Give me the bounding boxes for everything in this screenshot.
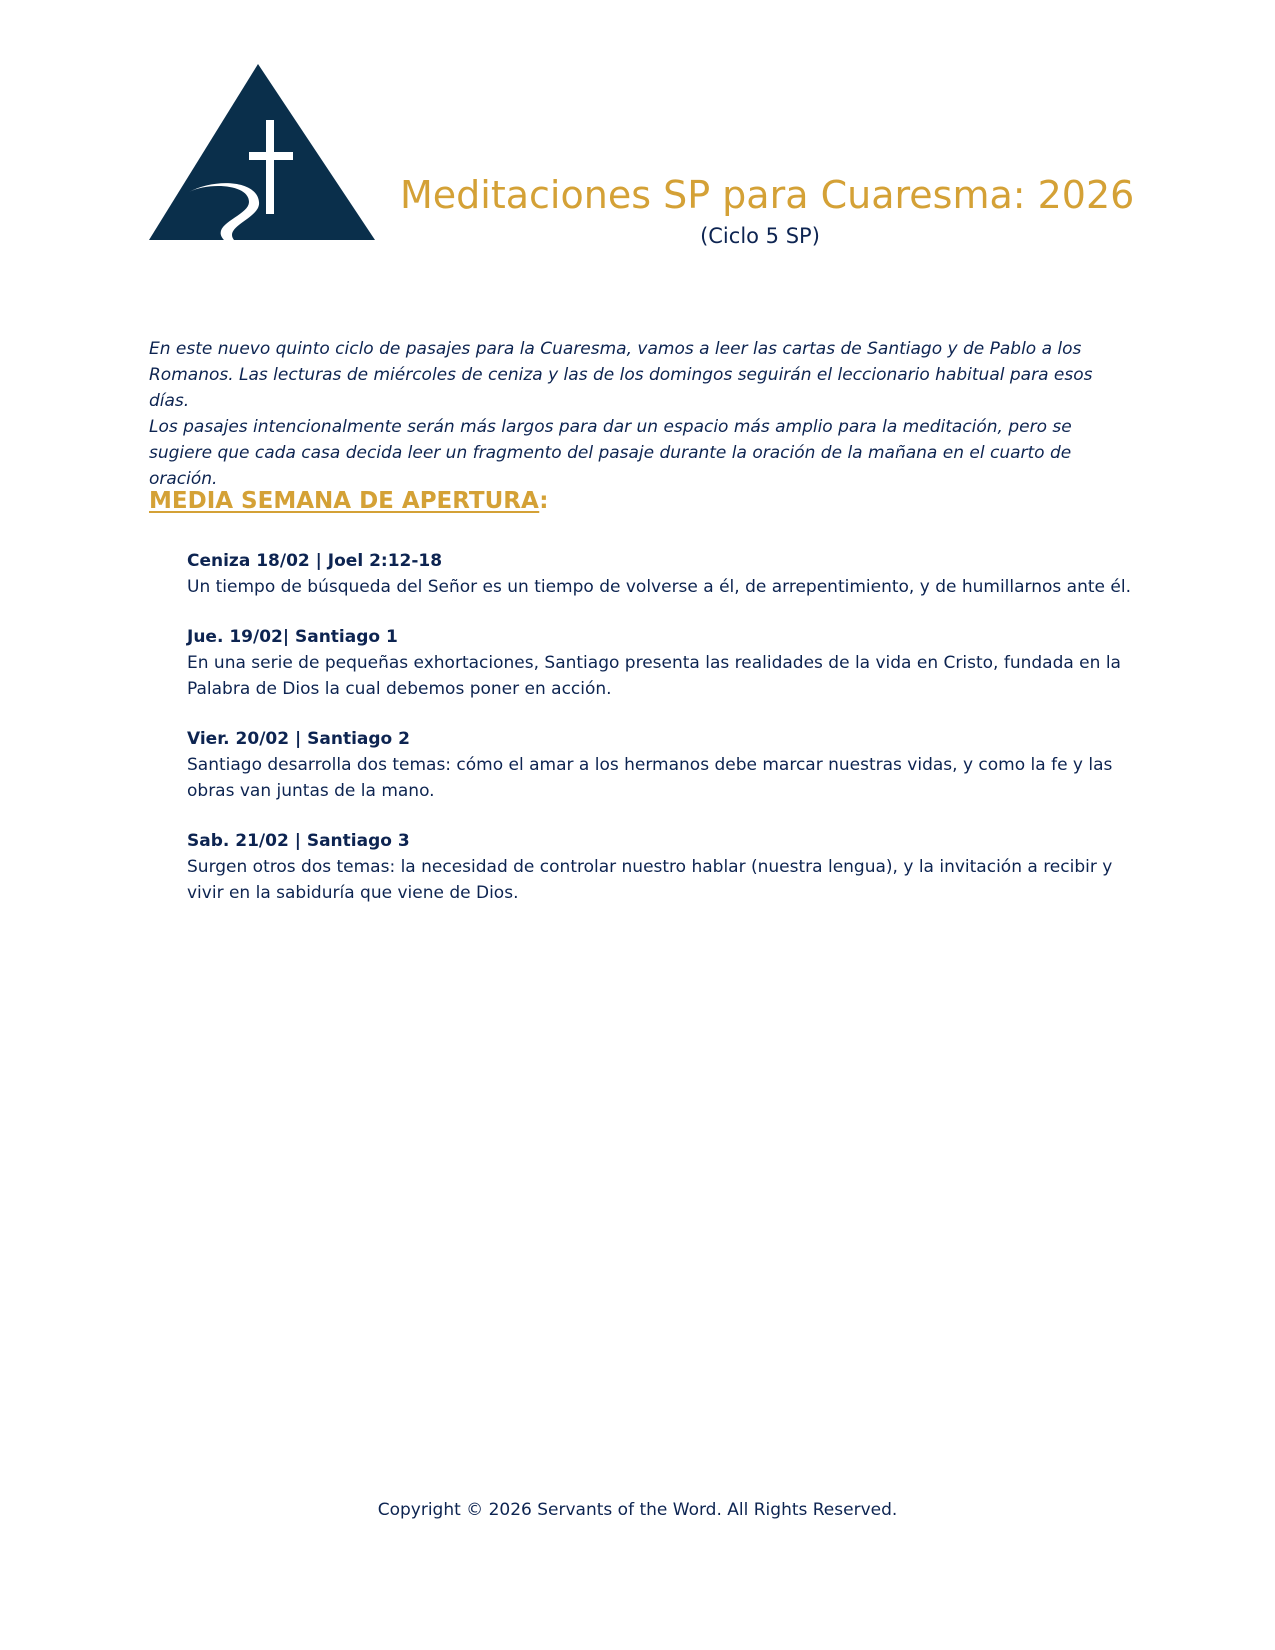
page-title: Meditaciones SP para Cuaresma: 2026 (400, 173, 1135, 217)
reading-description: Santiago desarrolla dos temas: cómo el amar a los hermanos debe marcar nuestras vidas, y como la fe y las obras van juntas de la mano. (187, 755, 1113, 801)
logo (149, 64, 375, 244)
reading-title: Ceniza 18/02 | Joel 2:12-18 (187, 551, 443, 571)
intro-paragraph-1: En este nuevo quinto ciclo de pasajes para la Cuaresma, vamos a leer las cartas de Santiago y de Pablo a los Romanos. Las lecturas de miércoles de ceniza y las de los domingos seguirán el leccionario habitual para esos días. (149, 339, 1093, 411)
reading-description: En una serie de pequeñas exhortaciones, Santiago presenta las realidades de la vida en Cristo, fundada en la Palabra de Dios la cual debemos poner en acción. (187, 653, 1121, 699)
reading-title: Sab. 21/02 | Santiago 3 (187, 831, 410, 851)
reading-list (187, 548, 1132, 930)
reading-description: Un tiempo de búsqueda del Señor es un tiempo de volverse a él, de arrepentimiento, y de humillarnos ante él. (187, 577, 1131, 597)
reading-title: Jue. 19/02| Santiago 1 (187, 627, 398, 647)
footer-copyright: Copyright © 2026 Servants of the Word. All Rights Reserved. (377, 1500, 898, 1520)
reading-description: Surgen otros dos temas: la necesidad de controlar nuestro hablar (nuestra lengua), y la invitación a recibir y vivir en la sabiduría que viene de Dios. (187, 857, 1113, 903)
reading-entry (187, 726, 1132, 804)
triangle-cross-path-logo-icon (149, 64, 375, 244)
page-subtitle: (Ciclo 5 SP) (700, 224, 820, 248)
section-heading (149, 488, 548, 514)
intro-paragraph-2: Los pasajes intencionalmente serán más largos para dar un espacio más amplio para la meditación, pero se sugiere que cada casa decida leer un fragmento del pasaje durante la oración de la mañana en el cuarto de oración. (149, 417, 1072, 489)
reading-entry (187, 548, 1132, 600)
reading-entry (187, 624, 1132, 702)
section-heading-suffix: : (539, 488, 549, 514)
reading-entry (187, 828, 1132, 906)
header (400, 170, 1135, 248)
section-heading-text: MEDIA SEMANA DE APERTURA (149, 488, 540, 514)
reading-title: Vier. 20/02 | Santiago 2 (187, 729, 410, 749)
